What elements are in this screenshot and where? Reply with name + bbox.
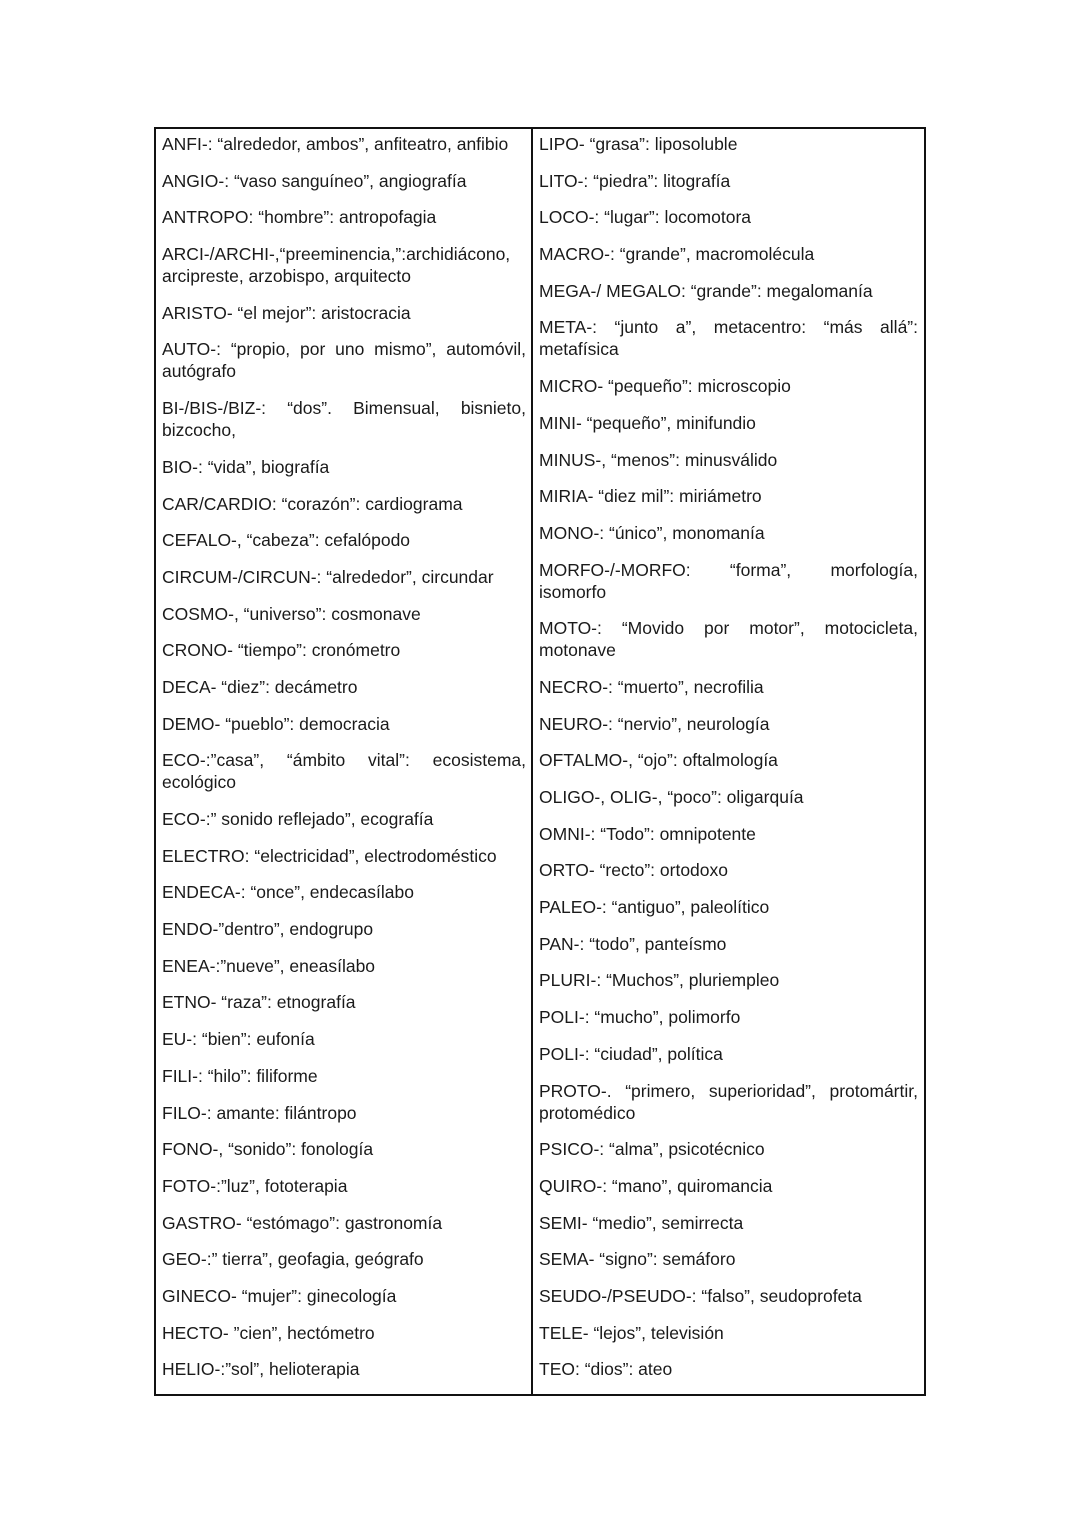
prefix-entry: MOTO-: “Movido por motor”, motocicleta, motonave bbox=[539, 618, 918, 661]
prefix-entry: MINUS-, “menos”: minusválido bbox=[539, 449, 778, 470]
prefix-entry: MEGA-/ MEGALO: “grande”: megalomanía bbox=[539, 280, 873, 301]
prefix-entry: MIRIA- “diez mil”: miriámetro bbox=[539, 486, 762, 507]
prefix-entry: ECO-:”casa”, “ámbito vital”: ecosistema, ecológico bbox=[162, 750, 526, 793]
prefix-entry: LITO-: “piedra”: litografía bbox=[539, 170, 731, 191]
prefix-entry: TELE- “lejos”, televisión bbox=[539, 1322, 724, 1343]
prefix-entry: ARISTO- “el mejor”: aristocracia bbox=[162, 302, 411, 323]
prefix-entry: GASTRO- “estómago”: gastronomía bbox=[162, 1212, 443, 1233]
prefix-entry: BI-/BIS-/BIZ-: “dos”. Bimensual, bisnieto, bizcocho, bbox=[162, 398, 526, 441]
prefix-entry: FONO-, “sonido”: fonología bbox=[162, 1139, 374, 1160]
prefix-entry: ECO-:” sonido reflejado”, ecografía bbox=[162, 809, 434, 829]
prefix-entry: NECRO-: “muerto”, necrofilia bbox=[539, 676, 764, 697]
prefix-entry: ENDO-”dentro”, endogrupo bbox=[162, 919, 374, 940]
prefix-entry: LOCO-: “lugar”: locomotora bbox=[539, 207, 752, 228]
prefix-entry: OMNI-: “Todo”: omnipotente bbox=[539, 823, 756, 844]
prefix-entry: POLI-: “mucho”, polimorfo bbox=[539, 1007, 741, 1028]
prefix-entry: POLI-: “ciudad”, política bbox=[539, 1043, 723, 1064]
prefix-entry: MONO-: “único”, monomanía bbox=[539, 522, 765, 543]
prefix-entry: GINECO- “mujer”: ginecología bbox=[162, 1285, 397, 1306]
prefix-entry: DEMO- “pueblo”: democracia bbox=[162, 713, 390, 734]
prefix-entry: PLURI-: “Muchos”, pluriempleo bbox=[539, 970, 780, 991]
prefix-entry: ELECTRO: “electricidad”, electrodoméstico bbox=[162, 845, 497, 866]
prefix-entry: BIO-: “vida”, biografía bbox=[162, 456, 330, 477]
prefix-entry: MICRO- “pequeño”: microscopio bbox=[539, 376, 791, 397]
prefix-entry: ANGIO-: “vaso sanguíneo”, angiografía bbox=[162, 170, 467, 191]
prefix-entry: PSICO-: “alma”, psicotécnico bbox=[539, 1139, 765, 1160]
prefix-entry: GEO-:” tierra”, geofagia, geógrafo bbox=[162, 1249, 424, 1270]
prefix-entry: DECA- “diez”: decámetro bbox=[162, 676, 358, 697]
prefix-entry: MACRO-: “grande”, macromolécula bbox=[539, 244, 815, 265]
prefix-entry: AUTO-: “propio, por uno mismo”, automóvil, autógrafo bbox=[162, 339, 526, 382]
prefix-entry: FILI-: “hilo”: filiforme bbox=[162, 1065, 318, 1086]
prefix-entry: MORFO-/-MORFO: “forma”, morfología, isomorfo bbox=[539, 559, 918, 602]
prefix-entry: ANTROPO: “hombre”: antropofagia bbox=[162, 207, 437, 228]
prefix-entry: QUIRO-: “mano”, quiromancia bbox=[539, 1175, 773, 1196]
prefix-entry: CRONO- “tiempo”: cronómetro bbox=[162, 640, 401, 661]
prefix-entry: SEMI- “medio”, semirrecta bbox=[539, 1212, 744, 1233]
prefix-entry: CAR/CARDIO: “corazón”: cardiograma bbox=[162, 493, 463, 514]
prefix-entry: MINI- “pequeño”, minifundio bbox=[539, 412, 756, 433]
prefix-entry: CEFALO-, “cabeza”: cefalópodo bbox=[162, 530, 411, 551]
prefix-entry: ORTO- “recto”: ortodoxo bbox=[539, 860, 728, 881]
prefix-entry: PAN-: “todo”, panteísmo bbox=[539, 933, 727, 954]
right-column bbox=[533, 129, 924, 1394]
prefix-entry: META-: “junto a”, metacentro: “más allá”: metafísica bbox=[539, 317, 918, 360]
prefix-entry: HECTO- ”cien”, hectómetro bbox=[162, 1322, 375, 1343]
prefix-entry: PALEO-: “antiguo”, paleolítico bbox=[539, 897, 770, 918]
prefix-entry: FILO-: amante: filántropo bbox=[162, 1102, 357, 1123]
prefix-entry: SEMA- “signo”: semáforo bbox=[539, 1249, 736, 1270]
prefix-entry: OFTALMO-, “ojo”: oftalmología bbox=[539, 750, 778, 771]
prefix-entry: EU-: “bien”: eufonía bbox=[162, 1029, 315, 1050]
prefix-table bbox=[154, 127, 926, 1396]
prefix-entry: SEUDO-/PSEUDO-: “falso”, seudoprofeta bbox=[539, 1285, 862, 1306]
left-column bbox=[156, 129, 533, 1394]
prefix-entry: CIRCUM-/CIRCUN-: “alrededor”, circundar bbox=[162, 566, 494, 587]
prefix-entry: LIPO- “grasa”: liposoluble bbox=[539, 134, 738, 154]
prefix-entry: NEURO-: “nervio”, neurología bbox=[539, 713, 770, 734]
prefix-entry: ETNO- “raza”: etnografía bbox=[162, 992, 356, 1013]
prefix-entry: FOTO-:”luz”, fototerapia bbox=[162, 1175, 348, 1196]
prefix-entry: ENDECA-: “once”, endecasílabo bbox=[162, 882, 414, 903]
prefix-entry: ANFI-: “alrededor, ambos”, anfiteatro, anfibio bbox=[162, 134, 509, 154]
prefix-entry: ENEA-:”nueve”, eneasílabo bbox=[162, 955, 376, 976]
prefix-entry: COSMO-, “universo”: cosmonave bbox=[162, 603, 421, 624]
prefix-entry: TEO: “dios”: ateo bbox=[539, 1359, 673, 1380]
prefix-entry: OLIGO-, OLIG-, “poco”: oligarquía bbox=[539, 787, 804, 807]
prefix-entry: HELIO-:”sol”, helioterapia bbox=[162, 1359, 360, 1380]
prefix-entry: ARCI-/ARCHI-,“preeminencia,”:archidiácono, arcipreste, arzobispo, arquitecto bbox=[162, 244, 511, 287]
prefix-entry: PROTO-. “primero, superioridad”, protomártir, protomédico bbox=[539, 1080, 918, 1123]
